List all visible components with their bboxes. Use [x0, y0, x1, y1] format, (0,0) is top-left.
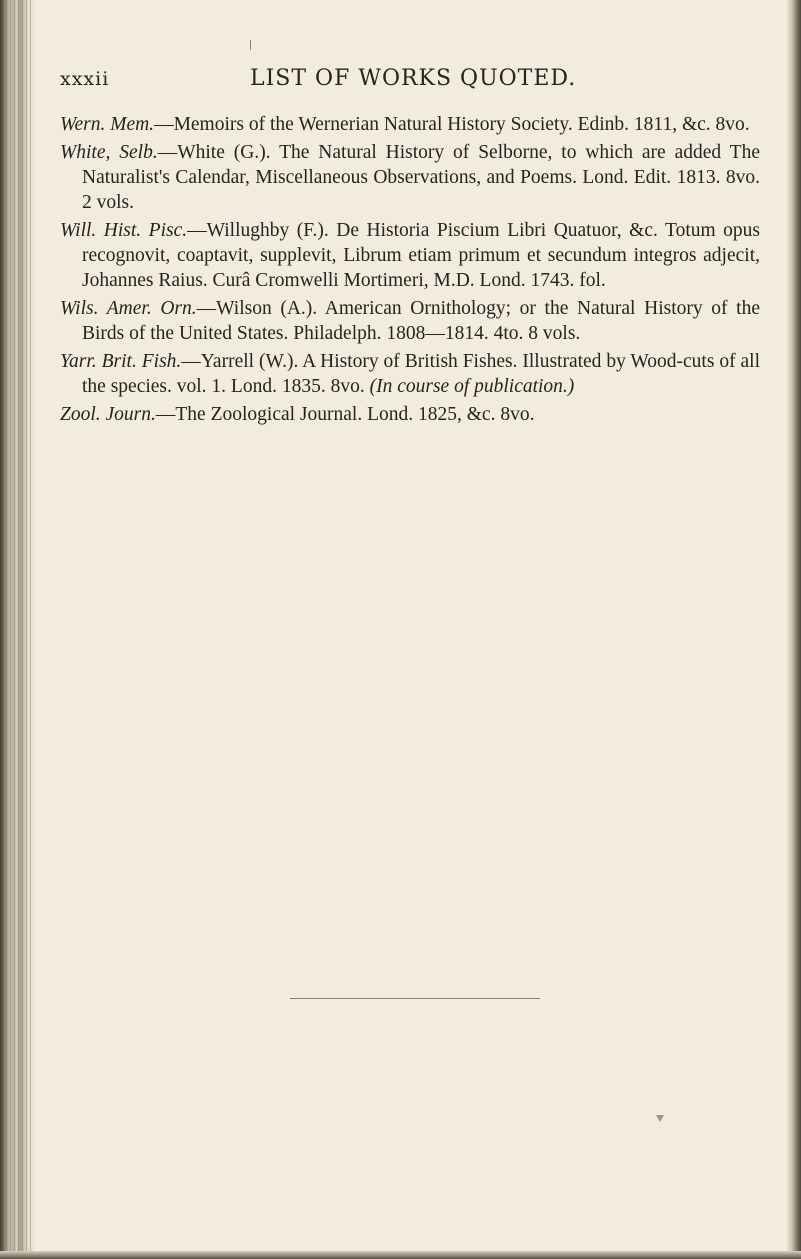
entry-abbreviation: Zool. Journ.: [60, 404, 156, 425]
entry-text: —The Zoological Journal. Lond. 1825, &c. 8vo.: [155, 404, 535, 425]
bibliography-entry: [60, 140, 760, 215]
bibliography-entry: [60, 218, 760, 293]
page-number: xxxii: [60, 68, 110, 90]
entry-text: —Wilson (A.). American Ornithology; or the Natural History of the Birds of the United States. Philadelph. 1808—1814. 4to. 8 vols.: [82, 298, 760, 344]
bibliography-entry: [60, 296, 760, 346]
page-title: LIST OF WORKS QUOTED.: [250, 66, 577, 91]
entry-note: (In course of publication.): [369, 376, 575, 397]
binding-texture: [2, 0, 32, 1259]
entry-text: —Willughby (F.). De Historia Piscium Libri Quatuor, &c. Totum opus recognovit, coaptavit, supplevit, Librum etiam primum et secundum integros adjecit, Johannes Raius. Curâ Cromwelli Mortimeri, M.D. Lond. 1743. fol.: [82, 220, 761, 291]
entry-text: —White (G.). The Natural History of Selborne, to which are added The Naturalist's Calendar, Miscellaneous Observations, and Poems. Lond. Edit. 1813. 8vo. 2 vols.: [82, 142, 760, 213]
bibliography-entry: [60, 349, 760, 399]
bibliography-entry: [60, 402, 760, 427]
end-rule: [290, 998, 540, 999]
entry-abbreviation: Yarr. Brit. Fish.: [60, 351, 182, 372]
entry-abbreviation: Wern. Mem.: [60, 114, 155, 135]
page-body: [60, 0, 760, 1259]
bibliography-list: [60, 112, 760, 430]
print-mark: [656, 1115, 664, 1122]
bibliography-entry: [60, 112, 760, 137]
running-header: [60, 66, 760, 96]
entry-text: —Yarrell (W.). A History of British Fishes. Illustrated by Wood-cuts of all the species. vol. 1. Lond. 1835. 8vo.: [82, 351, 760, 397]
entry-abbreviation: White, Selb.: [60, 142, 158, 163]
entry-abbreviation: Wils. Amer. Orn.: [60, 298, 197, 319]
entry-text: —Memoirs of the Wernerian Natural History Society. Edinb. 1811, &c. 8vo.: [154, 114, 750, 135]
entry-abbreviation: Will. Hist. Pisc.: [60, 220, 188, 241]
page-edge-right: [787, 0, 801, 1259]
